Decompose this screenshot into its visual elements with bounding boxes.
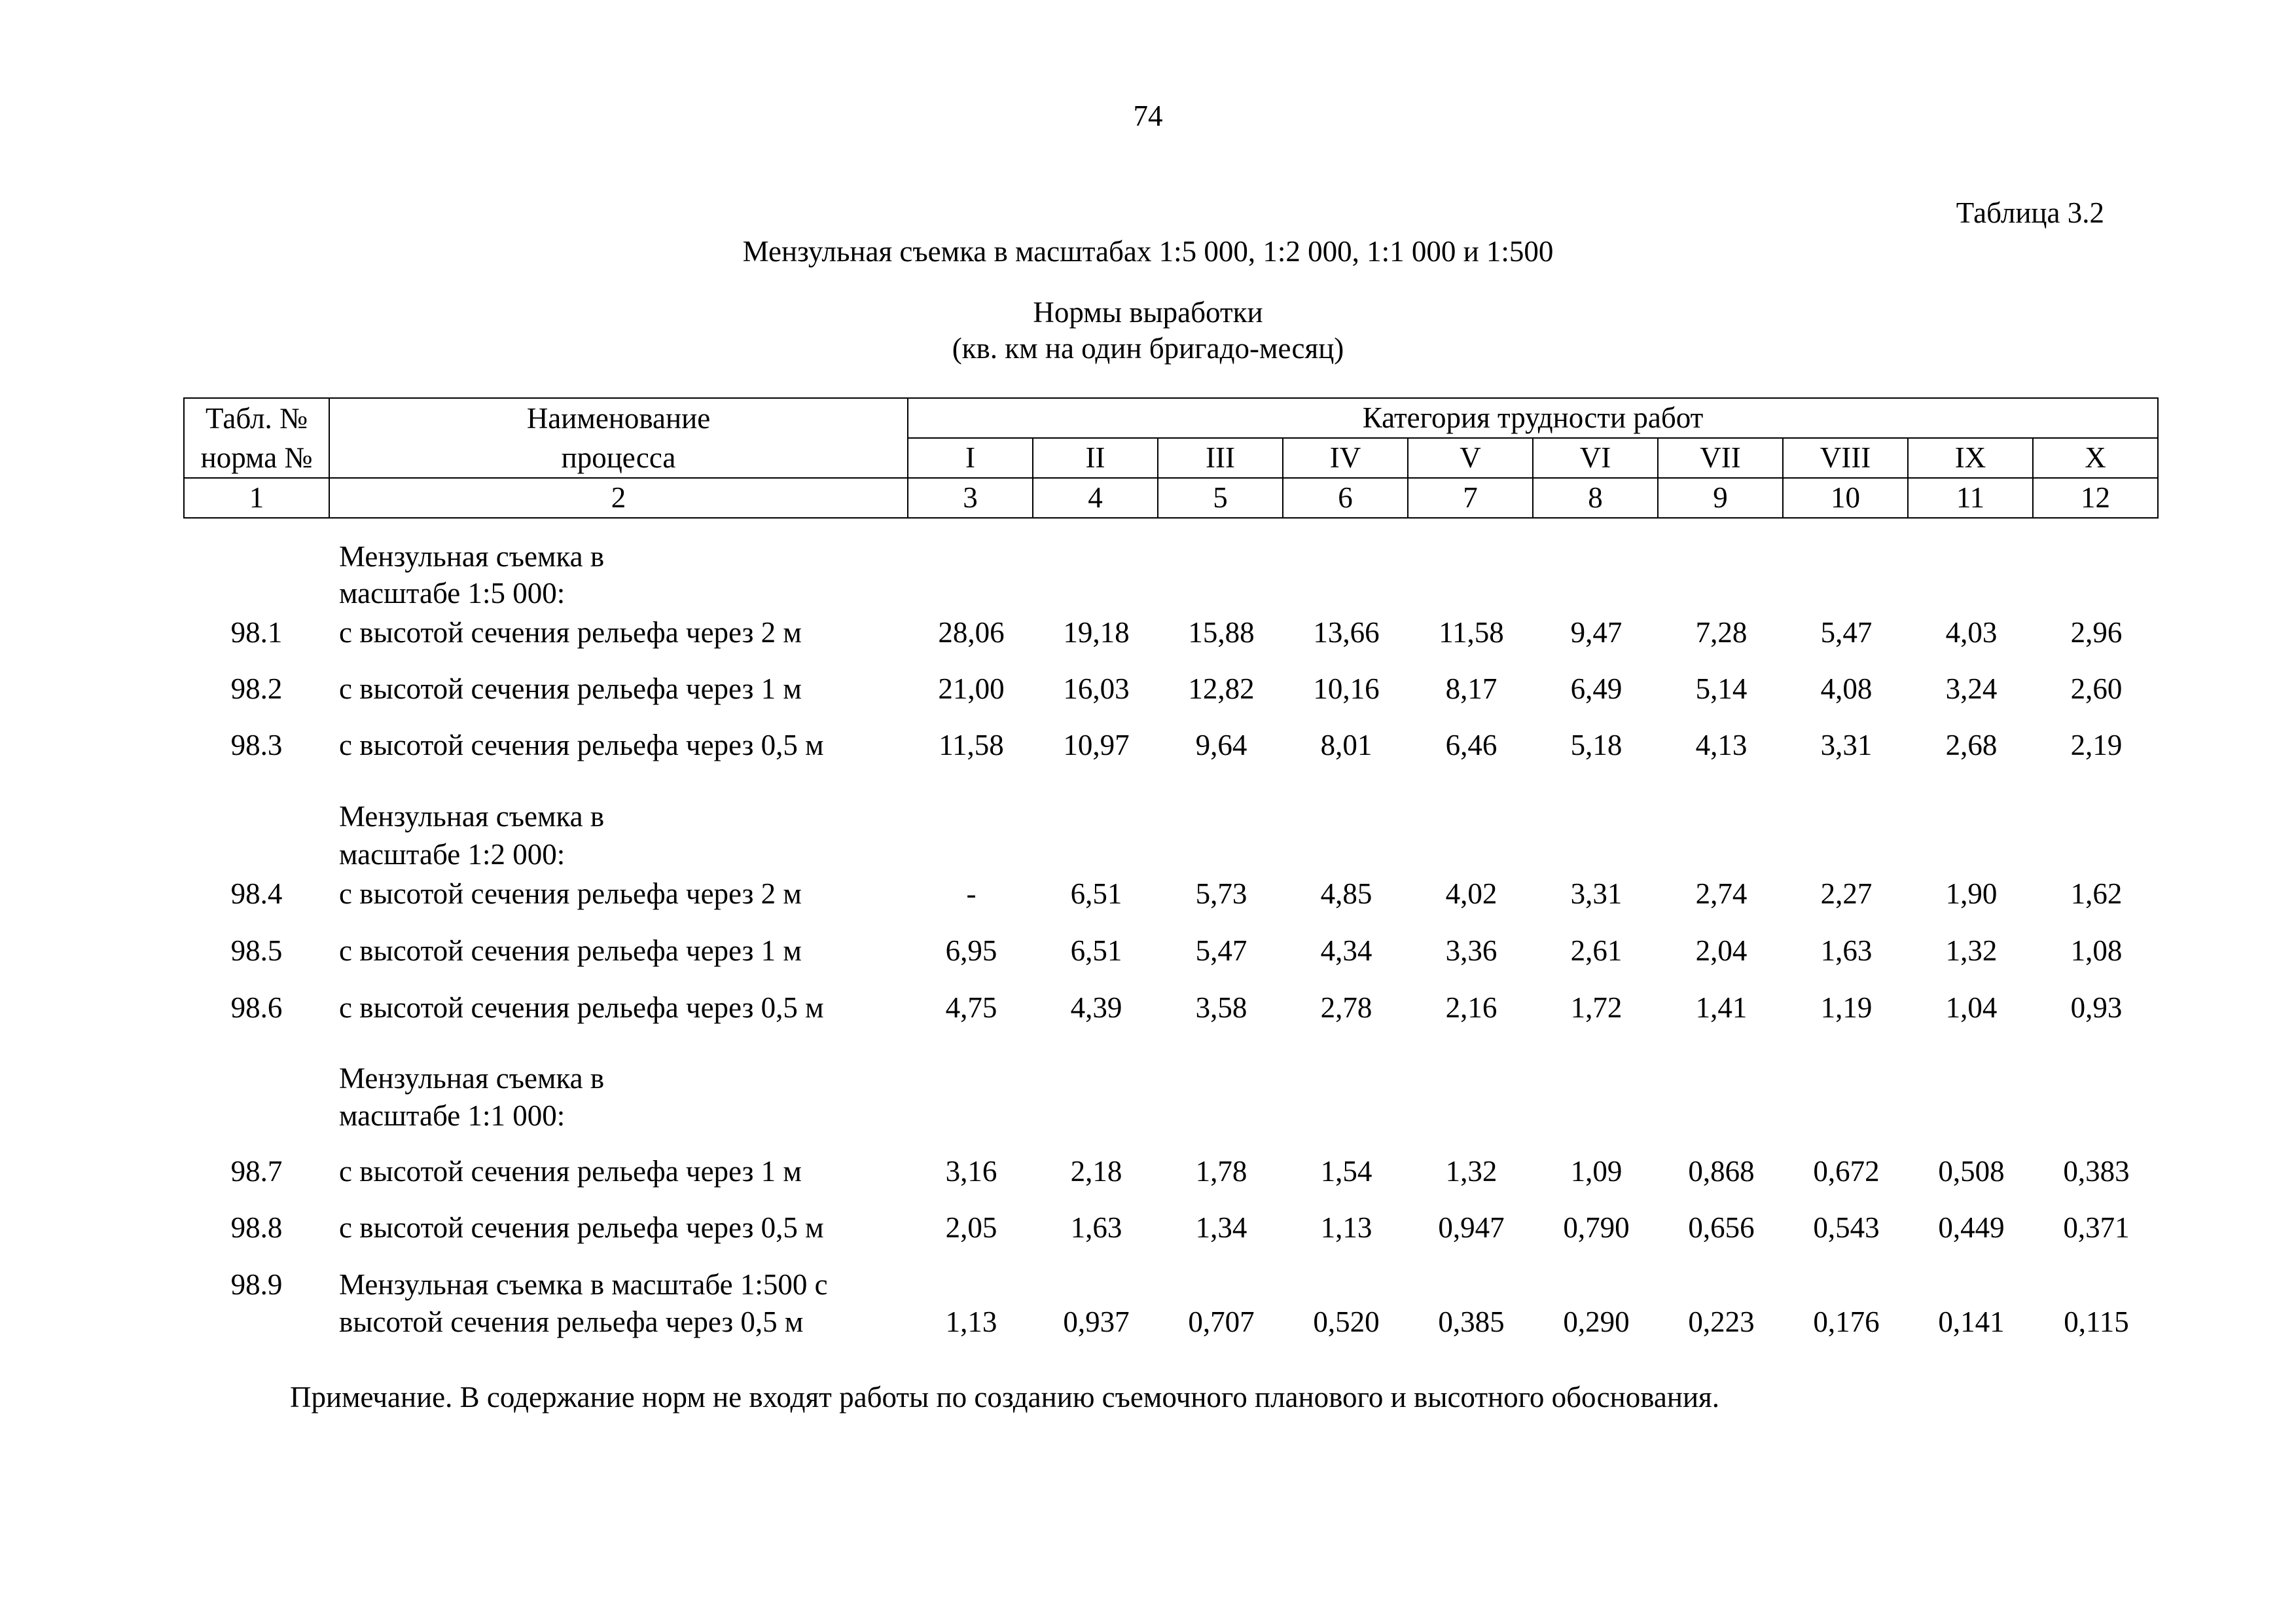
column-number: 9 — [1658, 478, 1783, 518]
row-process-name: с высотой сечения рельефа через 2 м — [339, 616, 802, 649]
row-norm-number: 98.8 — [230, 1211, 283, 1244]
row-value-cat-7: 7,28 — [1695, 616, 1748, 649]
row-value-cat-7: 0,223 — [1688, 1305, 1755, 1338]
header-col-process — [329, 398, 908, 478]
row-value-cat-8: 4,08 — [1820, 672, 1873, 705]
row-value-cat-3: 12,82 — [1188, 672, 1255, 705]
row-process-name: с высотой сечения рельефа через 0,5 м — [339, 729, 824, 761]
header-category: I — [908, 438, 1033, 478]
row-norm-number: 98.6 — [230, 991, 283, 1024]
row-value-cat-4: 8,01 — [1320, 729, 1372, 761]
row-value-cat-2: 16,03 — [1063, 672, 1130, 705]
row-value-cat-9: 2,68 — [1945, 729, 1998, 761]
table-header — [183, 397, 2159, 519]
row-value-cat-6: 0,290 — [1563, 1305, 1630, 1338]
row-value-cat-10: 0,93 — [2070, 991, 2123, 1024]
row-value-cat-1: 21,00 — [938, 672, 1005, 705]
row-value-cat-3: 1,78 — [1195, 1155, 1247, 1188]
row-value-cat-6: 0,790 — [1563, 1211, 1630, 1244]
row-value-cat-10: 0,371 — [2063, 1211, 2130, 1244]
row-value-cat-3: 0,707 — [1188, 1305, 1255, 1338]
group-title-1-line2: масштабе 1:5 000: — [339, 577, 565, 610]
row-process-name: с высотой сечения рельефа через 2 м — [339, 877, 802, 910]
column-number: 7 — [1408, 478, 1533, 518]
header-col-process-line2: процесса — [561, 441, 676, 474]
row-value-cat-8: 2,27 — [1820, 877, 1873, 910]
row-value-cat-4: 13,66 — [1313, 616, 1380, 649]
row-value-cat-5: 8,17 — [1445, 672, 1498, 705]
row-process-name: с высотой сечения рельефа через 1 м — [339, 934, 802, 967]
header-category: II — [1033, 438, 1158, 478]
row-value-cat-7: 4,13 — [1695, 729, 1748, 761]
row-process-name: с высотой сечения рельефа через 0,5 м — [339, 991, 824, 1024]
row-value-cat-5: 4,02 — [1445, 877, 1498, 910]
row-value-cat-6: 1,09 — [1570, 1155, 1623, 1188]
row-norm-number: 98.3 — [230, 729, 283, 761]
row-value-cat-2: 6,51 — [1070, 877, 1122, 910]
header-category-title: Категория трудности работ — [908, 398, 2158, 438]
row-value-cat-10: 0,383 — [2063, 1155, 2130, 1188]
row-value-cat-3: 1,34 — [1195, 1211, 1247, 1244]
row-norm-number: 98.2 — [230, 672, 283, 705]
row-norm-number: 98.5 — [230, 934, 283, 967]
row-value-cat-5: 2,16 — [1445, 991, 1498, 1024]
row-value-cat-3: 5,73 — [1195, 877, 1247, 910]
row-value-cat-2: 0,937 — [1063, 1305, 1130, 1338]
row-value-cat-4: 2,78 — [1320, 991, 1372, 1024]
row-value-cat-5: 11,58 — [1439, 616, 1504, 649]
row-value-cat-6: 9,47 — [1570, 616, 1623, 649]
row-value-cat-6: 6,49 — [1570, 672, 1623, 705]
row-norm-number: 98.1 — [230, 616, 283, 649]
header-category: III — [1158, 438, 1283, 478]
row-value-cat-2: 4,39 — [1070, 991, 1122, 1024]
row-value-cat-10: 2,96 — [2070, 616, 2123, 649]
row-value-cat-1: 1,13 — [945, 1305, 997, 1338]
column-number: 2 — [329, 478, 908, 518]
row-value-cat-1: 4,75 — [945, 991, 997, 1024]
row-value-cat-6: 3,31 — [1570, 877, 1623, 910]
row-value-cat-8: 0,543 — [1813, 1211, 1880, 1244]
column-number: 6 — [1283, 478, 1408, 518]
table-label: Таблица 3.2 — [1956, 196, 2104, 229]
row-process-name: с высотой сечения рельефа через 0,5 м — [339, 1211, 824, 1244]
row-value-cat-2: 6,51 — [1070, 934, 1122, 967]
column-number: 3 — [908, 478, 1033, 518]
row-value-cat-2: 2,18 — [1070, 1155, 1122, 1188]
row-value-cat-1: 6,95 — [945, 934, 997, 967]
row-value-cat-8: 0,672 — [1813, 1155, 1880, 1188]
row-process-name-line2: высотой сечения рельефа через 0,5 м — [339, 1305, 804, 1338]
column-number: 1 — [184, 478, 329, 518]
group-title-2-line1: Мензульная съемка в — [339, 800, 605, 833]
row-value-cat-1: 11,58 — [939, 729, 1004, 761]
row-value-cat-2: 1,63 — [1070, 1211, 1122, 1244]
row-value-cat-8: 0,176 — [1813, 1305, 1880, 1338]
header-category: VII — [1658, 438, 1783, 478]
row-value-cat-6: 1,72 — [1570, 991, 1623, 1024]
row-value-cat-10: 1,08 — [2070, 934, 2123, 967]
row-value-cat-5: 1,32 — [1445, 1155, 1498, 1188]
row-norm-number: 98.9 — [230, 1268, 283, 1301]
row-value-cat-9: 0,449 — [1938, 1211, 2005, 1244]
header-col-norm — [184, 398, 329, 478]
row-value-cat-9: 1,32 — [1945, 934, 1998, 967]
row-value-cat-7: 2,74 — [1695, 877, 1748, 910]
row-norm-number: 98.7 — [230, 1155, 283, 1188]
table-note: Примечание. В содержание норм не входят работы по созданию съемочного планового и высотного обоснования. — [290, 1381, 1719, 1413]
row-value-cat-4: 4,85 — [1320, 877, 1372, 910]
row-value-cat-4: 10,16 — [1313, 672, 1380, 705]
row-value-cat-7: 0,656 — [1688, 1211, 1755, 1244]
row-value-cat-9: 0,508 — [1938, 1155, 2005, 1188]
header-category: IV — [1283, 438, 1408, 478]
header-category: VI — [1533, 438, 1658, 478]
row-value-cat-6: 5,18 — [1570, 729, 1623, 761]
column-number: 4 — [1033, 478, 1158, 518]
page-number: 74 — [1133, 100, 1163, 132]
header-col-process-line1: Наименование — [526, 402, 711, 435]
row-process-name: с высотой сечения рельефа через 1 м — [339, 672, 802, 705]
group-title-2-line2: масштабе 1:2 000: — [339, 838, 565, 871]
row-value-cat-9: 1,90 — [1945, 877, 1998, 910]
row-process-name: с высотой сечения рельефа через 1 м — [339, 1155, 802, 1188]
row-value-cat-5: 0,385 — [1438, 1305, 1505, 1338]
row-value-cat-9: 1,04 — [1945, 991, 1998, 1024]
column-number: 11 — [1908, 478, 2033, 518]
row-value-cat-10: 2,19 — [2070, 729, 2123, 761]
row-value-cat-6: 2,61 — [1570, 934, 1623, 967]
row-value-cat-8: 1,63 — [1820, 934, 1873, 967]
subtitle-line-2: (кв. км на один бригадо-месяц) — [952, 332, 1344, 365]
column-number: 5 — [1158, 478, 1283, 518]
row-value-cat-4: 0,520 — [1313, 1305, 1380, 1338]
row-value-cat-3: 3,58 — [1195, 991, 1247, 1024]
row-value-cat-3: 15,88 — [1188, 616, 1255, 649]
row-value-cat-1: 28,06 — [938, 616, 1005, 649]
header-col-norm-line2: норма № — [200, 441, 313, 474]
row-value-cat-3: 9,64 — [1195, 729, 1247, 761]
table-title: Мензульная съемка в масштабах 1:5 000, 1:2 000, 1:1 000 и 1:500 — [742, 235, 1554, 268]
row-value-cat-10: 1,62 — [2070, 877, 2123, 910]
row-value-cat-5: 3,36 — [1445, 934, 1498, 967]
row-value-cat-7: 1,41 — [1695, 991, 1748, 1024]
row-value-cat-10: 2,60 — [2070, 672, 2123, 705]
row-value-cat-7: 2,04 — [1695, 934, 1748, 967]
header-category: X — [2033, 438, 2158, 478]
row-value-cat-2: 19,18 — [1063, 616, 1130, 649]
column-number: 12 — [2033, 478, 2158, 518]
row-value-cat-4: 1,54 — [1320, 1155, 1372, 1188]
row-norm-number: 98.4 — [230, 877, 283, 910]
row-value-cat-4: 4,34 — [1320, 934, 1372, 967]
row-value-cat-1: 2,05 — [945, 1211, 997, 1244]
row-value-cat-9: 3,24 — [1945, 672, 1998, 705]
row-value-cat-10: 0,115 — [2064, 1305, 2129, 1338]
group-title-1-line1: Мензульная съемка в — [339, 540, 605, 573]
row-value-cat-1: - — [966, 877, 977, 910]
row-value-cat-2: 10,97 — [1063, 729, 1130, 761]
row-value-cat-8: 1,19 — [1820, 991, 1873, 1024]
subtitle-line-1: Нормы выработки — [1033, 296, 1263, 329]
row-value-cat-3: 5,47 — [1195, 934, 1247, 967]
row-value-cat-8: 3,31 — [1820, 729, 1873, 761]
row-value-cat-8: 5,47 — [1820, 616, 1873, 649]
row-value-cat-1: 3,16 — [945, 1155, 997, 1188]
row-value-cat-5: 0,947 — [1438, 1211, 1505, 1244]
header-col-norm-line1: Табл. № — [205, 402, 308, 435]
column-number: 10 — [1783, 478, 1908, 518]
header-category: V — [1408, 438, 1533, 478]
row-value-cat-9: 0,141 — [1938, 1305, 2005, 1338]
row-process-name-line1: Мензульная съемка в масштабе 1:500 с — [339, 1268, 828, 1301]
row-value-cat-5: 6,46 — [1445, 729, 1498, 761]
header-category: IX — [1908, 438, 2033, 478]
row-value-cat-7: 0,868 — [1688, 1155, 1755, 1188]
row-value-cat-7: 5,14 — [1695, 672, 1748, 705]
group-title-3-line2: масштабе 1:1 000: — [339, 1099, 565, 1132]
column-number: 8 — [1533, 478, 1658, 518]
group-title-3-line1: Мензульная съемка в — [339, 1062, 605, 1095]
row-value-cat-4: 1,13 — [1320, 1211, 1372, 1244]
row-value-cat-9: 4,03 — [1945, 616, 1998, 649]
header-category: VIII — [1783, 438, 1908, 478]
